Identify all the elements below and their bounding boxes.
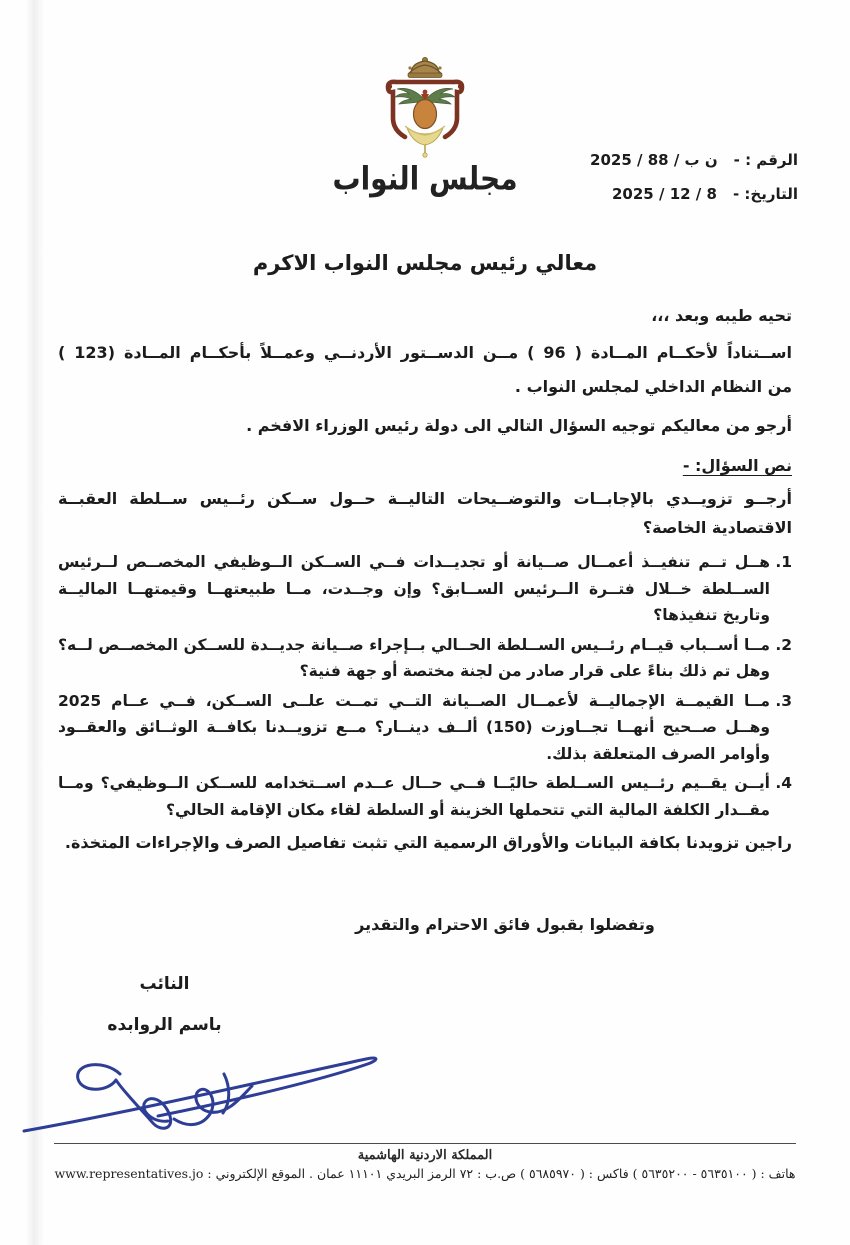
greeting-line: تحيه طيبه وبعد ،،، [651,306,792,325]
ref-number-value: ن ب / 88 / 2025 [590,151,718,169]
kingdom-calligraphy: المملكة الاردنية الهاشمية [357,1148,493,1163]
signer-title: النائب [139,974,190,994]
question-intro-line-1: أرجــو تزويــدي بالإجابــات والتوضــيحات التاليــة حــول ســكن رئــيس ســلطة العقبــة [58,489,792,508]
signature-ink [16,1030,420,1148]
closing-request-line: راجين تزويدنا بكافة البيانات والأوراق الرسمية التي تثبت تفاصيل الصرف والإجراءات المتخذة. [64,833,792,852]
question-intro-line-2: الاقتصادية الخاصة؟ [642,518,792,537]
letter-body [58,250,792,938]
questions-list [58,549,792,823]
wheat-wreath-icon [405,126,445,157]
letter-title: معالي رئيس مجلس النواب الاكرم [252,251,598,275]
request-line: أرجو من معاليكم توجيه السؤال التالي الى دولة رئيس الوزراء الافخم . [246,416,792,435]
date-row [590,177,798,211]
question-item-1: 1. هــل تــم تنفيــذ أعمــال صــيانة أو تجديــدات فــي الســكن الــوظيفي المخصــص لــرئيس الســلطة خــلال فتــرة الــرئيس الســابق؟ وإن وجــدت، مــا طبيعتهــا وقيمتهــا الماليــة وتاريخ تنفيذها؟ [58,549,770,629]
legal-basis-line-2: من النظام الداخلي لمجلس النواب . [514,377,792,396]
legal-basis-paragraph [58,336,792,404]
ref-number-row [590,143,798,177]
signer-block [62,974,267,1035]
signer-name: باسم الروابده [107,1015,222,1035]
reference-block [590,143,798,211]
question-item-2: 2. مــا أســباب قيــام رئــيس الســلطة الحــالي بــإجراء صــيانة جديــدة للســكن المخصــص لــه؟ وهل تم ذلك بناءً على قرار صادر من لجنة مختصة أو جهة فنية؟ [58,632,770,685]
salutation-line: وتفضلوا بقبول فائق الاحترام والتقدير [355,915,655,934]
jordan-royal-crest-icon [375,56,475,168]
date-value: 8 / 12 / 2025 [612,185,717,203]
ref-number-label: الرقم : - [733,151,798,169]
globe-icon [414,100,437,129]
question-intro [58,484,792,542]
footer-contact-line: هاتف : ( ٥٦٣٥١٠٠ - ٥٦٣٥٢٠٠ ) فاكس : ( ٥٦٨٥٩٧٠ ) ص.ب : ٧٢ الرمز البريدي ١١١٠١ عمان . الموقع الإلكتروني : www.representatives.jo [54,1166,796,1181]
council-calligraphy: مجلس النواب [332,159,518,198]
question-item-4: 4. أيــن يقــيم رئــيس الســلطة حاليًــا فــي حــال عــدم اســتخدامه للســكن الــوظيفي؟ ومــا مقــدار الكلفة المالية التي تتحملها الخزينة أو السلطة لقاء مكان الإقامة الحالي؟ [58,770,770,823]
date-label: التاريخ: - [732,185,798,203]
letterhead-footer [54,1143,796,1181]
question-heading: نص السؤال: - [682,456,792,475]
legal-basis-line-1: اســتناداً لأحكــام المــادة ( 96 ) مــن الدســتور الأردنــي وعمــلاً بأحكــام المــادة (123 ) [58,343,792,362]
question-item-3: 3. مــا القيمــة الإجماليــة لأعمــال الصــيانة التــي تمــت علــى الســكن، فــي عــام 2025 وهــل صــحيح أنهــا تجــاوزت (150) ألــف دينــار؟ مــع تزويــدنا بكافــة الوثــائق والعقــود وأوامر الصرف المتعلقة بذلك. [58,688,770,768]
crown-icon [408,57,442,77]
